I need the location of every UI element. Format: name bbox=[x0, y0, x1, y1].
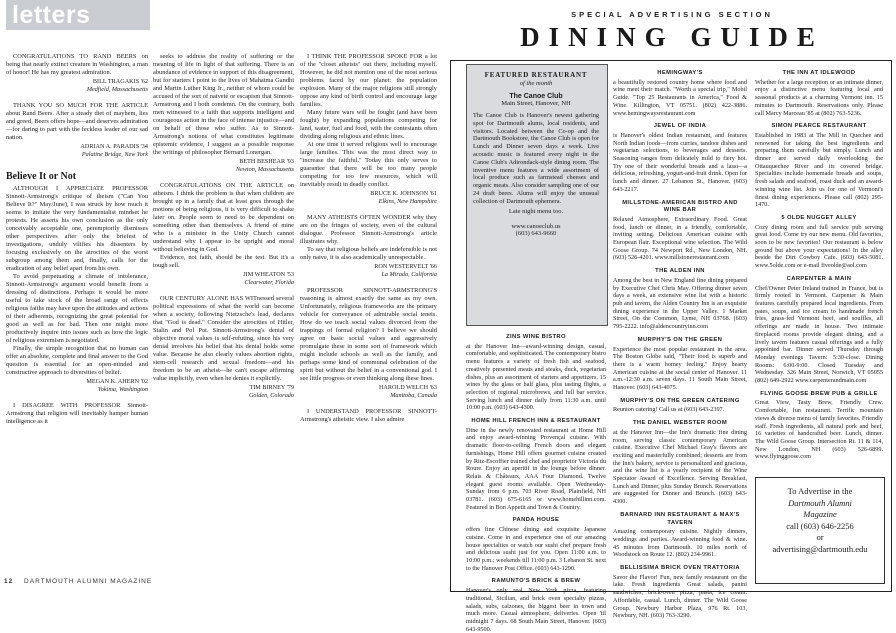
letter-paragraph: PROFESSOR SINNOTT-ARMSTRONG'S reasoning is almost exactly the same as my own. Unfortunately, religious frameworks are the primary vehicle for conveyance of admirable social tenets. How do we teach social values divorced from the trappings of formal religion? I believe we should agree on basic social values and aggressively promulgate these in some sort of framework which might include schools as well as the family, and perhaps some kind of communal celebration of the spirit but without the belief in a conventional god. I see little progress or even thinking along these lines. bbox=[300, 287, 437, 382]
restaurant-name: HEMINGWAY'S bbox=[657, 70, 703, 76]
spacer bbox=[300, 399, 437, 408]
page-footer bbox=[4, 578, 436, 585]
dining-guide-title: DINING GUIDE bbox=[520, 22, 824, 52]
spacer bbox=[300, 205, 437, 214]
spacer bbox=[153, 286, 294, 295]
advert-email[interactable]: advertising@dartmouth.edu bbox=[772, 543, 868, 554]
restaurant-name: PANDA HOUSE bbox=[512, 517, 560, 524]
letter-paragraph: To say that religious beliefs are indefensible is not only naive, it is also academically unrespectable. bbox=[300, 246, 437, 261]
featured-title: FEATURED RESTAURANT bbox=[484, 71, 588, 79]
signature-name: RON WESTERVELT '66 bbox=[374, 263, 437, 270]
restaurant-description: at the Hanover Inn—award-winning design, casual, comfortable, and sophisticated. The contemporary bistro menu features a variety of fresh fish and seafood, creatively presented meats and steaks, duck, vegetarian dishes, plus an assortment of starters and appetizers. 15 wines by the glass or half glass, plus tasting flights, a selection of regional microbrews, and full bar service. Serving lunch and dinner daily from 11:30 a.m. until 10:00 p.m. (603) 643-4300. bbox=[466, 342, 606, 412]
signature-name: ADRIAN A. PARADIS '34 bbox=[80, 143, 148, 150]
letters-subheading: Believe It or Not bbox=[6, 171, 77, 182]
signature-location: Elkins, New Hampshire bbox=[378, 197, 437, 205]
restaurant-name: BELLISSIMA BRICK OVEN TRATTORIA bbox=[620, 565, 740, 572]
magazine-name: DARTMOUTH ALUMNI MAGAZINE bbox=[24, 578, 153, 585]
letter-signature bbox=[300, 384, 437, 399]
letter-signature bbox=[300, 190, 437, 205]
letter-signature bbox=[153, 158, 294, 173]
featured-name: The Canoe Club bbox=[509, 93, 563, 100]
signature-location: Manitoba, Canada bbox=[390, 391, 437, 399]
restaurant-description: Whether for a large reception or an intimate dinner, enjoy a distinctive menu featuring local and seasonal products at a charming Vermont inn. 15 minutes to Dartmouth. Reservations only. Please call Marcy Marceau '85 at (802) 763-5236. bbox=[755, 78, 883, 117]
letter-signature bbox=[153, 384, 294, 399]
letter-signature bbox=[6, 378, 148, 393]
restaurant-name: THE DANIEL WEBSTER ROOM bbox=[632, 420, 728, 427]
restaurant-description: Cozy dining room and full service pub serving great food. Come try our new menu. Old favorites, soon to be new favorites! Our restaurant is below ground but above your expectations! In the alley beside the Dirt Cowboy Cafe. (603) 643-5081. www.5olde.com or e-mail fiveolde@aol.com bbox=[755, 223, 883, 270]
restaurant-name: JEWEL OF INDIA bbox=[653, 123, 707, 130]
restaurant-name: CARPENTER & MAIN bbox=[786, 275, 852, 282]
signature-location: La Mirada, California bbox=[381, 270, 437, 278]
restaurant-description: offers fine Chinese dining and exquisite Japanese cuisine. Come in and experience one of our amazing house specialties or watch our sushi chef prepare fresh and delicious sushi just for you. Open 11:00 a.m. to 10:00 p.m.; weekends till 11:00 p.m. 3 Lebanon St. next to the Hanover Post Office. (603) 643-1290. bbox=[466, 526, 606, 572]
restaurant-description: Reunion catering! Call us at (603) 643-2397. bbox=[613, 406, 725, 414]
featured-subtitle: of the month bbox=[519, 80, 553, 87]
spacer bbox=[6, 158, 148, 167]
letter-paragraph: CONGRATULATIONS ON THE ARTICLE on atheism. I think the problem is that when children are brought up in a family that at least goes through the motions of being religious, it is very difficult to shake later on. People seem to need to be dependent on something other than themselves. A friend of mine who is a minister in the Unity Church cannot understand why I appear to be upright and moral without believing in God. bbox=[153, 182, 294, 253]
signature-name: TIM BIRNEY '79 bbox=[249, 384, 294, 391]
featured-phone: (603) 643-9660 bbox=[515, 229, 557, 237]
restaurant-name: 5 OLDE NUGGET ALLEY bbox=[781, 214, 857, 221]
letter-signature bbox=[6, 78, 148, 93]
page-number: 12 bbox=[4, 578, 14, 585]
restaurant-name: MURPHY'S ON THE GREEN CATERING bbox=[620, 397, 740, 404]
spacer bbox=[153, 173, 294, 182]
signature-location: Medfield, Massachusetts bbox=[86, 85, 148, 93]
advert-line-3: Magazine bbox=[803, 509, 837, 519]
letter-signature bbox=[153, 271, 294, 286]
letter-signature bbox=[6, 143, 148, 158]
signature-location: Palatine Bridge, New York bbox=[81, 150, 148, 158]
spacer bbox=[300, 278, 437, 287]
letter-paragraph: CONGRATULATIONS TO RAND BEERS on being that nearly extinct creature in Washington, a man of honor! He has my greatest admiration. bbox=[6, 53, 148, 76]
restaurant-description: Relaxed Atmosphere, Extraordinary Food. Great food, lunch or dinner, in a friendly, comfortable, inviting setting. Delicious American cuisine with European flair. Exceptional wine selection. The Wild Goose Group. 74 Newport Rd., New London, NH. (603) 526-4201. www.millstonerestaurant.com bbox=[613, 215, 747, 262]
letter-paragraph: ALTHOUGH I APPRECIATE PROFESSOR Sinnott-Armstrong's critique of theism ("Can You Believe It?" May/June), I was struck by how much it seems to imitate the very fundamentalist mindset he protests. He asserts his own conclusion as the only conceivably acceptable one, peremptorily dismisses other perspectives after only the briefest of investigations, unduly vilifies his dissenters by focusing exclusively on the atrocities of the worst subgroup among them and, finally, calls for the eradication of any belief apart from his own. bbox=[6, 185, 148, 272]
featured-location: Main Street, Hanover, NH bbox=[501, 100, 571, 107]
restaurant-name: FLYING GOOSE BREW PUB & GRILLE bbox=[760, 390, 878, 397]
spacer bbox=[153, 399, 294, 408]
letter-paragraph: I UNDERSTAND PROFESSOR SINNOTT-Armstrong's atheistic view. I also admire bbox=[300, 408, 437, 423]
letter-signature bbox=[300, 263, 437, 278]
restaurant-name: RAMUNTO'S BRICK & BREW bbox=[491, 578, 581, 585]
signature-location: Clearwater, Florida bbox=[244, 278, 294, 286]
signature-location: Yokima, Washington bbox=[97, 385, 148, 393]
restaurant-description: Great View, Tasty Brew, Friendly Crew. Comfortable, fun restaurant. Terrific mountain views & diverse menu of family favorites. Friendly staff. Fresh ingredients, all natural pork and beef, 16 varieties of handcrafted beer. Lunch, dinner. The Wild Goose Group. Intersection Rt. 11 & 114, New London, NH (603) 526-6899. www.flyinggoose.com bbox=[755, 399, 883, 461]
restaurant-description: Hanover's only real New York pizza, featuring traditional, Sicilian, and brick oven specialty pizzas, salads, subs, calzones, the biggest beer in town and much more. Casual atmosphere, deliveries. Open 'til midnight 7 days. 68 South Main Street, Hanover. (603) 643-9500. bbox=[466, 587, 606, 633]
letter-paragraph: Many future wars will be fought (and have been fought) by expanding populations competing for land, water, fuel and food, with the contestants often dividing along religious and ethnic lines. bbox=[300, 109, 437, 140]
guide-column-2 bbox=[613, 64, 747, 620]
signature-location: Newton, Massachusetts bbox=[235, 165, 294, 173]
restaurant-description: Chef/Owner Peter Ireland trained in France, but is firmly rooted in Vermont. Carpenter & Main features carefully prepared local ingredients. From pates, soups, and ice cream to handmade french fries, grass-fed Vermont beef, and souffles, all offerings are made in house. Two intimate fireplaced rooms provide elegant dining, and a lively tavern features casual offerings and a fully appointed bar. Dinner served Thursday through Monday evenings Tavern: 5:30-close. Dining Rooms: 6:00-9:00. Closed Tuesday and Wednesday. 326 Main Street, Norwich, VT 05055 (802) 649-2922 www.carpenterandmain.com bbox=[755, 284, 883, 385]
advert-line-2: Dartmouth Alumni bbox=[788, 497, 852, 508]
signature-name: BETH BESHEAR '93 bbox=[239, 158, 294, 165]
restaurant-description: Experience the most popular restaurant in the area. The Boston Globe said, "Their food is superb and there is a warm homey feeling." Enjoy hearty American cuisine at the social center of Hanover. 11 a.m.-12:30 a.m. seven days. 11 South Main Street, Hanover. (603) 643-4075. bbox=[613, 345, 747, 392]
restaurant-description: a beautifully restored country home where food and wine meet their match. "Worth a special trip," Mobil Guide. "Top 25 Restaurants in America," Food & Wine. Killington, VT 05751. (802) 422-3886. www.hemingwaysrestaurant.com bbox=[613, 78, 747, 117]
signature-name: MEGAN K. AHERN '02 bbox=[86, 378, 148, 385]
restaurant-name: HOME HILL FRENCH INN & RESTAURANT bbox=[471, 418, 601, 425]
restaurant-name: THE INN AT IDLEWOOD bbox=[782, 70, 856, 76]
letter-paragraph: MANY ATHEISTS OFTEN WONDER why they are on the fringes of society, even of the cultural dialogue. Professor Sinnott-Armstrong's article illustrates why. bbox=[300, 214, 437, 245]
special-section-label: SPECIAL ADVERTISING SECTION bbox=[571, 10, 773, 19]
guide-column-3 bbox=[755, 64, 883, 461]
letter-paragraph: Evidence, not faith, should be the test. But it's a tough sell. bbox=[153, 254, 294, 269]
restaurant-name: MILLSTONE-AMERICAN BISTRO AND WINE BAR bbox=[622, 199, 738, 214]
restaurant-description: Dine in the newly renovated restaurant at Home Hill and enjoy award-winning Provençal cuisine. With dramatic floor-to-ceiling French doors and elegant furnishings, Home Hill offers gourmet cuisine created by Ritz-Escoffier trained chef and proprietor Victoria du Roure. Enjoy an aperitif in the lounge before dinner. Relais & Châteaux, AAA Four Diamond. Twelve elegant guest rooms available. Open Wednesday-Sunday from 6 p.m. 703 River Road, Plainfield, NH 03781. (603) 675-6165 or www.homehillinn.com. Featured in Bon Appetit and Town & Country. bbox=[466, 426, 606, 511]
restaurant-name: MURPHY'S ON THE GREEN bbox=[637, 336, 723, 343]
letters-column-2 bbox=[153, 53, 294, 408]
letter-paragraph: OUR CENTURY ALONE HAS WITnessed several political expressions of what the world can become when a society, following Nietzsche's lead, declares that "God is dead." Consider the atrocities of Hitler, Stalin and Pol Pot. Sinnott-Armstrong's denial of objective moral values is self-refuting, since his very denial involves his belief that his denial holds some value. Because he also clearly values abortion rights, stem-cell research and sexual freedom—and his freedom to be an atheist—he can't escape affirming value implicitly, even when he denies it explicitly. bbox=[153, 295, 294, 382]
advert-or: or bbox=[816, 532, 824, 542]
letter-paragraph: To avoid perpetuating a climate of intolerance, Sinnott-Armstrong's argument would benefit from a dressing of distinctions. Perhaps it would be more useful to take stock of the broad range of effects religious faiths may have upon the attitudes and actions of their adherents, recognizing the great potential for good as well as for bad. Then one might more productively inquire into issues such as how the logic of religious extremism is negotiated. bbox=[6, 273, 148, 344]
letter-paragraph: Finally, the simple recognition that no human can offer an absolute, complete and final answer to the God question is essential for an open-minded and constructive approach to diversities of belief. bbox=[6, 345, 148, 376]
letter-paragraph: THANK YOU SO MUCH FOR THE ARTICLE about Rand Beers. After a steady diet of mayhem, lies and greed, Beers offers hope—and deserves admiration—for daring to part with the feckless leader of our sad nation. bbox=[6, 102, 148, 141]
restaurant-description: at the Hanover Inn—the Inn's dramatic fine dining room, serving classic contemporary American cuisine. Executive Chef Michael Gray's flavors are exciting and masterfully combined; desserts are from the Inn's bakery, service is personalized and gracious, and the wine list is a yearly recipient of the Wine Spectator Award of Excellence. Serving Breakfast, Lunch and Dinner, plus Sunday Brunch. Reservations are suggested for Dinner and Brunch. (603) 643-4300. bbox=[613, 428, 747, 506]
featured-restaurant-box bbox=[466, 64, 608, 326]
signature-name: HAROLD WELCH '63 bbox=[378, 384, 437, 391]
letters-column-3 bbox=[300, 53, 437, 424]
featured-late-night: Late night menu too. bbox=[508, 207, 564, 215]
restaurant-description: Established in 1983 at The Mill in Quechee and renowned for taking the best ingredients and preparing them carefully but simply. Lunch and dinner are served daily overlooking the Ottauquechee River and its covered bridge. Specialties include homemade breads and soups, fresh salads and seafood, roast duck and an award-winning wine list. Join us for one of Vermont's finest dining experiences. Please call (802) 295-1470. bbox=[755, 131, 883, 209]
guide-column-1 bbox=[466, 328, 606, 633]
letter-paragraph: I THINK THE PROFESSOR SPOKE FOR a lot of the "closet atheists" out there, including myself. However, he did not mention one of the most serious problems faced by our planet: the population explosion. Many of the major religions still strongly oppose any kind of birth control and encourage large families. bbox=[300, 53, 437, 108]
featured-url: www.canoeclub.us bbox=[511, 222, 561, 230]
advert-line-1: To Advertise in the bbox=[787, 486, 853, 496]
restaurant-description: Savor the Flavor! Fun, new family restaurant on the lake. Fresh ingredients Great salads, panini sandwiches, brick-oven pizza, pasta, ice cream. Affordable, casual. Lunch, dinner. The Wild Goose Group. Newbury Harbor Plaza, 976 Rt. 103, Newbury, NH. (603) 763-3290. bbox=[613, 573, 747, 620]
restaurant-name: BARNARD INN RESTAURANT & MAX'S TAVERN bbox=[620, 511, 740, 526]
restaurant-name: ZINS WINE BISTRO bbox=[506, 334, 566, 340]
signature-name: BILL TRAGAKIS '62 bbox=[92, 78, 148, 85]
spacer bbox=[6, 93, 148, 102]
signature-location: Golden, Colorado bbox=[248, 391, 294, 399]
signature-name: BRUCE K. JOHNSON '61 bbox=[370, 190, 437, 197]
restaurant-description: is Hanover's oldest Indian restaurant, and features North Indian foods—from curries, tandoor dishes and vegetarian selections, to beverages and desserts. Seasoning ranges from delicately mild to fiery hot. Try one of their wonderful breads and a lassi—a delicious, refreshing, yogurt-and-fruit drink. Open for lunch and dinner. 27 Lebanon St., Hanover. (603) 643-2217. bbox=[613, 131, 747, 193]
featured-description: The Canoe Club is Hanover's newest gathering spot for Dartmouth alums, local residents, and visitors. Located between the Co-op and the Dartmouth Bookstore, the Canoe Club is open for Lunch and Dinner seven days a week. Live acoustic music is featured every night in the Canoe Club's Adirondack-style dining room. The inventive menu features a wide assortment of local produce such as farmstead cheeses and organic meats. Also consider sampling one of our 24 draft beers. Alums will enjoy the unusual collection of Dartmouth ephemera. bbox=[473, 112, 599, 205]
restaurant-description: Among the best in New England fine dining prepared by Executive Chef Chris May. Offering dinner seven days a week, an extensive wine list with a historic pub and tavern, the Alden Country Inn is an exquisite dining experience in the Upper Valley. 1 Market Street, On the Common, Lyme, NH 03768. (603) 795-2222. info@aldencountryinn.com bbox=[613, 276, 747, 331]
advertise-box bbox=[755, 477, 885, 584]
restaurant-description: Amazing contemporary cuisine. Nightly dinners, weddings and parties. Award-winning food & wine. 45 minutes from Dartmouth. 10 miles north of Woodstock on Route 12. (802) 234-9961. bbox=[613, 528, 747, 559]
letter-paragraph: seeks to address the reality of suffering or the meaning of life in light of that suffering. There is an abundance of evidence in support of this disagreement, but for starters I point to the lives of Mahatma Gandhi and Martin Luther King Jr., neither of whom could be accused of the sort of naiveté or escapism that Sinnott-Armstrong and I both condemn. On the contrary, both men witnessed to a faith that supports intelligent and courageous action in the face of intense injustice—and on behalf of those who suffer. As to Sinnott-Armstrong's notions of what constitutes legitimate epistemic evidence, I suggest as a possible response the writings of philosopher Bernard Lonergan. bbox=[153, 53, 294, 156]
restaurant-name: SIMON PEARCE RESTAURANT bbox=[771, 123, 867, 130]
section-title: letters bbox=[6, 0, 150, 30]
spacer bbox=[6, 393, 148, 402]
signature-name: JIM WHEATON '53 bbox=[243, 271, 294, 278]
letter-paragraph: I DISAGREE WITH PROFESSOR Sinnott-Armstrong that religion will inevitably hamper human intelligence as it bbox=[6, 402, 148, 425]
letters-column-1 bbox=[6, 53, 148, 426]
letter-paragraph: At one time it served religions well to encourage large families. This was the most direct way to "increase the faithful." Today this only serves to guarantee that there will be too many people competing for too few resources, which will inevitably result in deadly conflict. bbox=[300, 141, 437, 188]
advert-phone: call (603) 646-2256 bbox=[786, 520, 854, 531]
restaurant-name: THE ALDEN INN bbox=[655, 268, 705, 275]
